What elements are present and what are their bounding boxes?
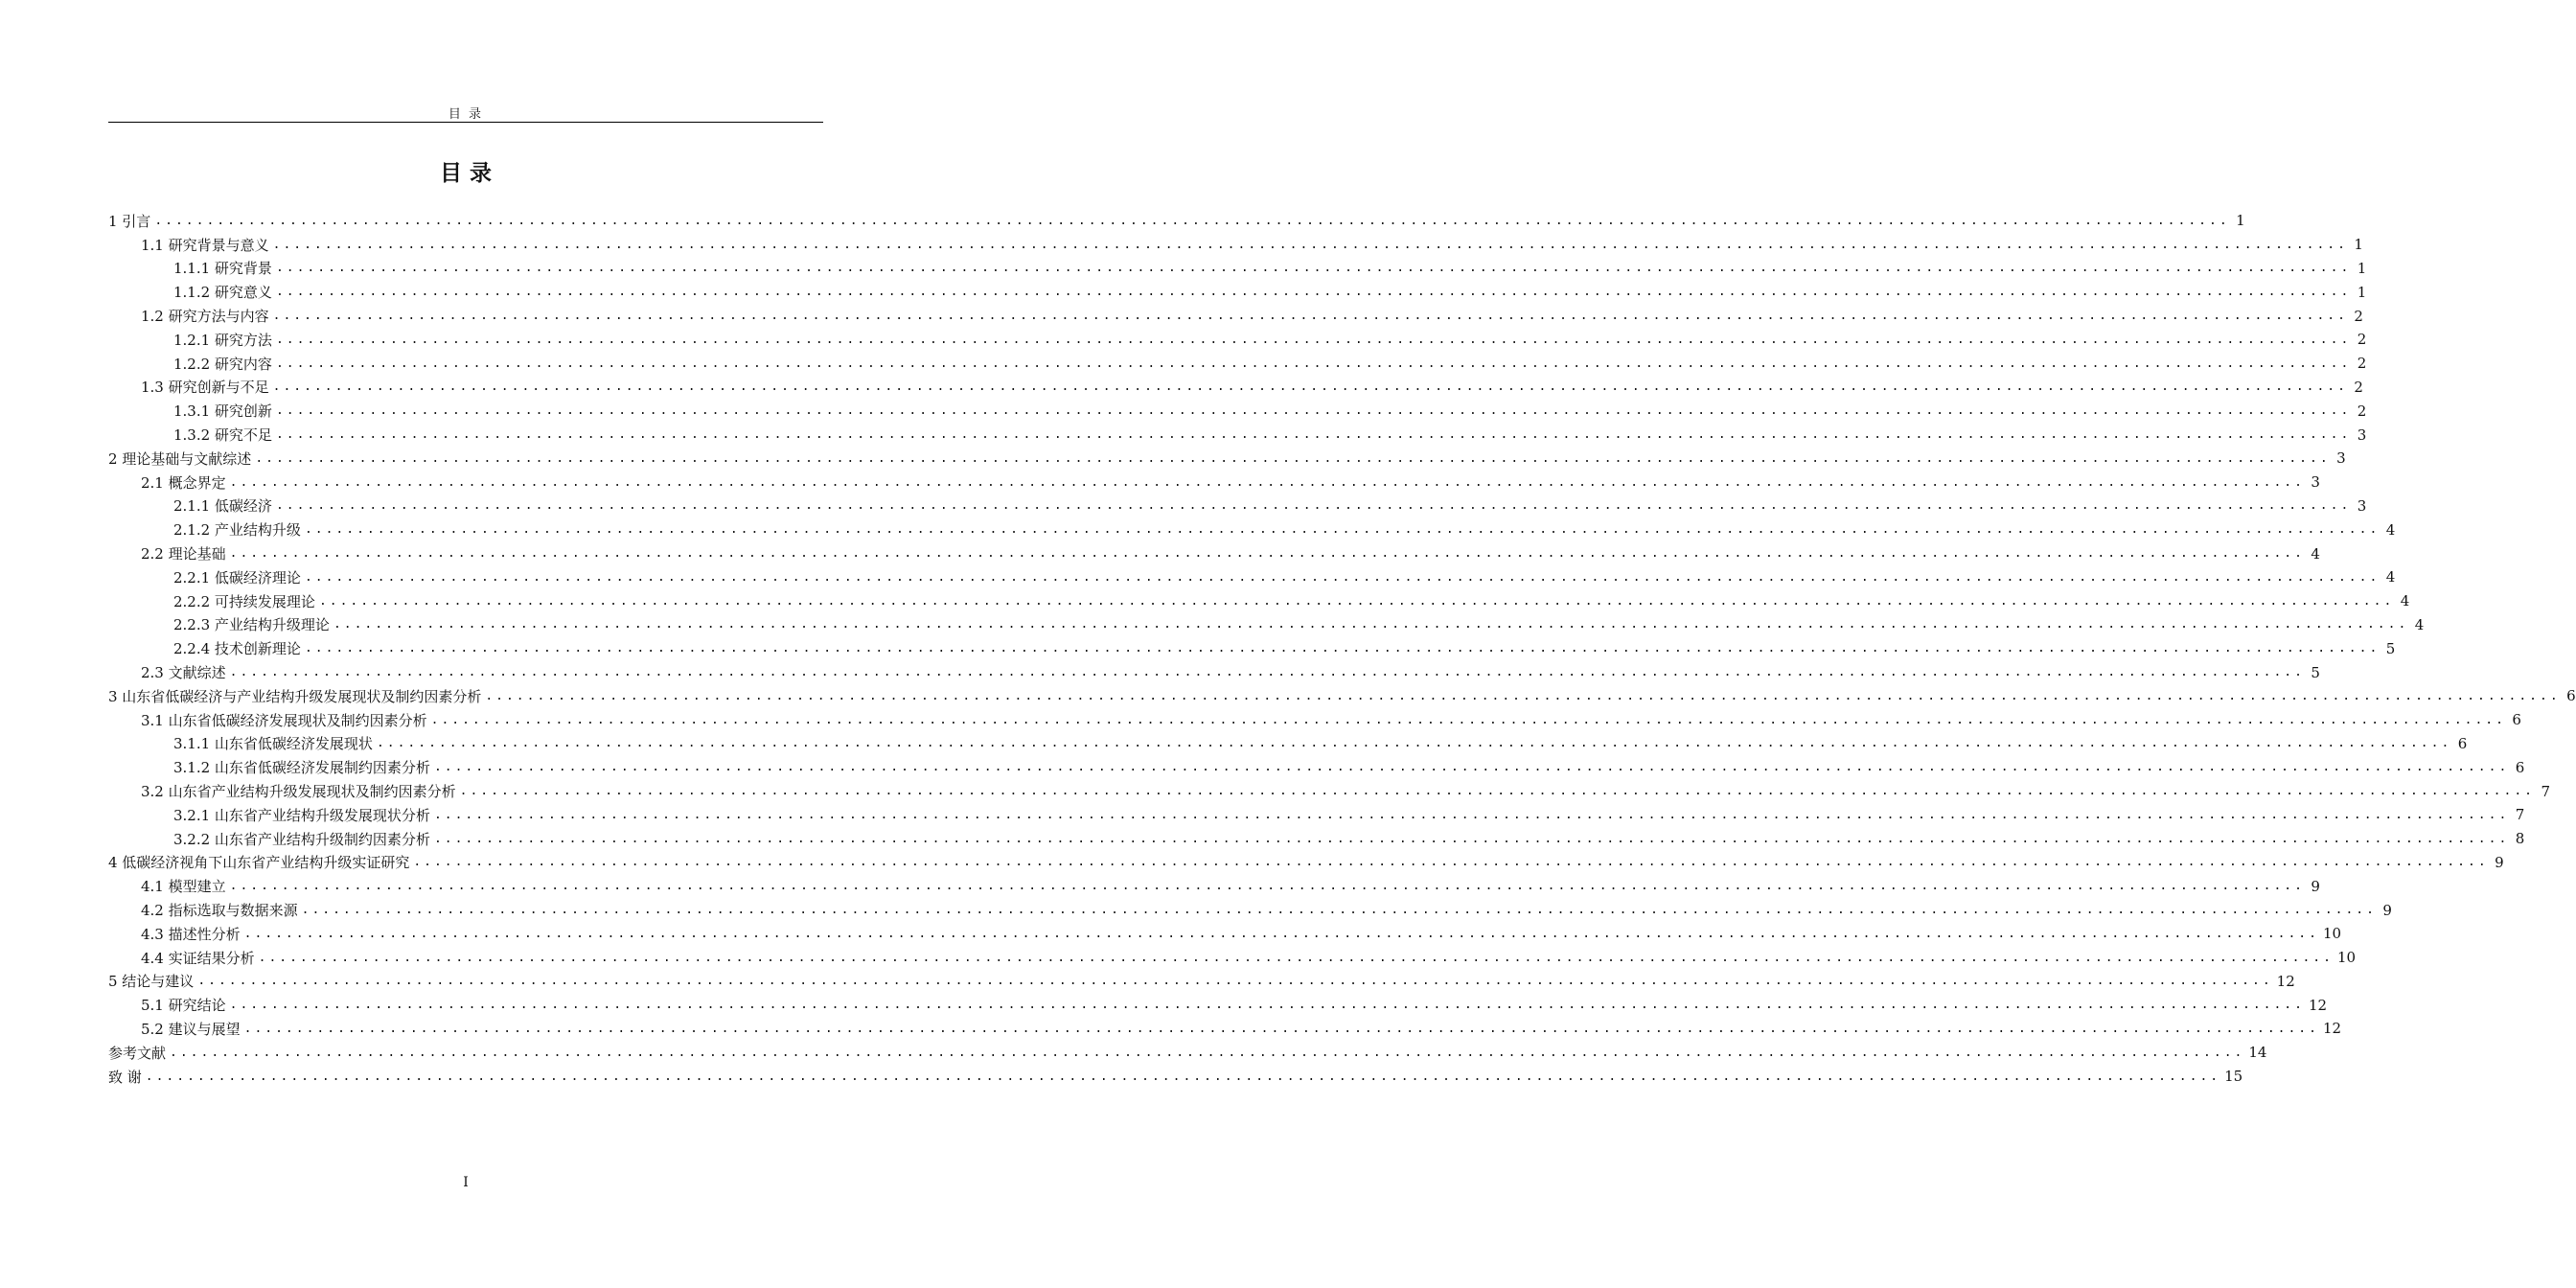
toc-dot-leader: ........................................................................................................................................................................................................: [304, 522, 2380, 538]
toc-dot-leader: ........................................................................................................................................................................................................: [154, 213, 2230, 228]
toc-entry-label: 5.1 研究结论: [141, 997, 226, 1015]
toc-dot-leader: ........................................................................................................................................................................................................: [229, 474, 2305, 490]
toc-dot-leader: ........................................................................................................................................................................................................: [275, 427, 2352, 443]
toc-entry-label: 1.3 研究创新与不足: [141, 379, 269, 397]
toc-entry-page: 6: [2566, 687, 2576, 705]
toc-entry-page: 12: [2276, 972, 2295, 990]
toc-dot-leader: ........................................................................................................................................................................................................: [433, 831, 2510, 846]
toc-entry-page: 1: [2354, 236, 2363, 254]
toc-entry-label: 4.4 实证结果分析: [141, 949, 255, 967]
toc-entry-page: 2: [2357, 402, 2367, 420]
toc-dot-leader: ........................................................................................................................................................................................................: [229, 879, 2305, 894]
toc-entry[interactable]: [108, 851, 2504, 875]
toc-entry[interactable]: [108, 423, 2367, 447]
toc-entry-page: 2: [2357, 331, 2367, 349]
toc-entry-page: 7: [2515, 806, 2525, 824]
toc-entry[interactable]: [108, 399, 2367, 423]
toc-dot-leader: ........................................................................................................................................................................................................: [258, 950, 2334, 965]
toc-dot-leader: ........................................................................................................................................................................................................: [272, 309, 2348, 324]
toc-entry-page: 7: [2541, 782, 2550, 800]
toc-dot-leader: ........................................................................................................................................................................................................: [275, 498, 2352, 514]
toc-entry-page: 3: [2357, 496, 2367, 515]
toc-entry-label: 2.1.1 低碳经济: [173, 497, 272, 516]
footer-page-number: I: [463, 1175, 469, 1190]
toc-entry[interactable]: [108, 1041, 2267, 1065]
toc-dot-leader: ........................................................................................................................................................................................................: [229, 546, 2305, 562]
toc-entry-label: 5.2 建议与展望: [141, 1020, 241, 1038]
toc-entry[interactable]: [108, 541, 2320, 565]
toc-entry-label: 2.2.3 产业结构升级理论: [173, 616, 330, 634]
toc-entry-label: 1.3.2 研究不足: [173, 426, 272, 445]
toc-dot-leader: ........................................................................................................................................................................................................: [229, 998, 2305, 1013]
toc-entry-page: 4: [2385, 520, 2396, 539]
toc-dot-leader: ........................................................................................................................................................................................................: [243, 1021, 2319, 1036]
toc-entry-page: 10: [2336, 949, 2357, 967]
toc-entry[interactable]: [108, 1065, 2243, 1089]
toc-dot-leader: ........................................................................................................................................................................................................: [301, 903, 2377, 917]
toc-entry-label: 2.2.4 技术创新理论: [173, 640, 301, 658]
toc-entry-page: 2: [2357, 355, 2367, 373]
toc-entry[interactable]: [108, 280, 2367, 304]
toc-entry-label: 1.3.1 研究创新: [173, 402, 272, 421]
toc-dot-leader: ........................................................................................................................................................................................................: [304, 641, 2380, 656]
toc-entry-page: 12: [2308, 996, 2328, 1014]
toc-entry-page: 4: [2311, 544, 2320, 563]
toc-dot-leader: ........................................................................................................................................................................................................: [275, 356, 2352, 371]
toc-entry[interactable]: [108, 328, 2367, 352]
toc-entry[interactable]: [108, 376, 2363, 400]
toc-dot-leader: ........................................................................................................................................................................................................: [229, 665, 2305, 680]
toc-entry[interactable]: [108, 565, 2396, 589]
toc-entry-page: 4: [2400, 592, 2410, 610]
toc-entry-label: 2.2.2 可持续发展理论: [173, 592, 315, 610]
toc-dot-leader: ........................................................................................................................................................................................................: [272, 380, 2348, 395]
toc-dot-leader: ........................................................................................................................................................................................................: [430, 712, 2506, 727]
toc-entry-page: 9: [2495, 853, 2504, 871]
toc-dot-leader: ........................................................................................................................................................................................................: [170, 1045, 2245, 1060]
toc-dot-leader: ........................................................................................................................................................................................................: [304, 569, 2380, 585]
toc-entry-label: 参考文献: [108, 1044, 167, 1062]
toc-entry[interactable]: [108, 946, 2357, 970]
toc-entry[interactable]: [108, 447, 2346, 471]
toc-dot-leader: ........................................................................................................................................................................................................: [459, 784, 2535, 799]
toc-dot-leader: ........................................................................................................................................................................................................: [376, 736, 2452, 751]
toc-entry-label: 3 山东省低碳经济与产业结构升级发展现状及制约因素分析: [108, 687, 482, 705]
toc-entry-label: 3.2.1 山东省产业结构升级发展现状分析: [173, 806, 430, 824]
toc-entry[interactable]: [108, 660, 2320, 684]
toc-entry-page: 2: [2354, 307, 2363, 325]
toc-entry-page: 6: [2512, 711, 2521, 729]
toc-entry-page: 6: [2515, 758, 2525, 776]
toc-entry-page: 8: [2515, 830, 2525, 848]
toc-dot-leader: ........................................................................................................................................................................................................: [275, 403, 2352, 419]
toc-entry[interactable]: [108, 755, 2525, 779]
toc-entry-label: 1.2 研究方法与内容: [141, 308, 269, 326]
running-header: 目 录: [448, 107, 484, 122]
toc-entry-label: 2.2 理论基础: [141, 545, 226, 564]
toc-entry[interactable]: [108, 518, 2396, 541]
toc-entry[interactable]: [108, 993, 2328, 1017]
toc-entry-page: 1: [2357, 259, 2367, 277]
toc-dot-leader: ........................................................................................................................................................................................................: [485, 688, 2561, 703]
toc-entry-label: 4.2 指标选取与数据来源: [141, 902, 298, 919]
toc-entry[interactable]: [108, 874, 2320, 898]
toc-entry-page: 10: [2322, 925, 2342, 943]
toc-entry[interactable]: [108, 209, 2245, 233]
toc-entry-label: 4 低碳经济视角下山东省产业结构升级实证研究: [108, 854, 410, 872]
toc-entry-label: 4.3 描述性分析: [141, 925, 241, 943]
toc-entry[interactable]: [108, 898, 2392, 922]
toc-entry-page: 9: [2382, 901, 2392, 919]
toc-entry-label: 1.1 研究背景与意义: [141, 236, 269, 254]
toc-entry-page: 15: [2224, 1068, 2243, 1086]
toc-entry[interactable]: [108, 352, 2367, 376]
toc-dot-leader: ........................................................................................................................................................................................................: [433, 807, 2510, 822]
toc-entry-label: 2 理论基础与文献综述: [108, 449, 252, 468]
toc-entry-page: 9: [2311, 877, 2320, 895]
toc-entry[interactable]: [108, 779, 2550, 803]
toc-dot-leader: ........................................................................................................................................................................................................: [272, 237, 2348, 252]
toc-entry-label: 1 引言: [108, 212, 151, 230]
toc-entry-page: 3: [2336, 449, 2346, 468]
toc-entry[interactable]: [108, 1017, 2342, 1041]
toc-entry-page: 2: [2354, 378, 2363, 396]
toc-entry[interactable]: [108, 684, 2576, 708]
toc-entry-label: 3.2.2 山东省产业结构升级制约因素分析: [173, 830, 430, 848]
toc-entry[interactable]: [108, 257, 2367, 281]
toc-entry-label: 2.1.2 产业结构升级: [173, 521, 301, 540]
toc-entry-page: 4: [2385, 568, 2396, 586]
toc-entry-label: 2.3 文献综述: [141, 664, 226, 682]
toc-entry[interactable]: [108, 708, 2521, 732]
toc-dot-leader: ........................................................................................................................................................................................................: [255, 450, 2331, 466]
toc-dot-leader: ........................................................................................................................................................................................................: [197, 974, 2273, 989]
toc-dot-leader: ........................................................................................................................................................................................................: [433, 760, 2510, 775]
toc-dot-leader: ........................................................................................................................................................................................................: [333, 617, 2409, 632]
toc-entry-page: 5: [2385, 639, 2396, 657]
toc-entry-label: 2.2.1 低碳经济理论: [173, 568, 301, 586]
toc-entry[interactable]: [108, 636, 2396, 660]
toc-entry-label: 3.2 山东省产业结构升级发展现状及制约因素分析: [141, 783, 456, 801]
toc-entry-page: 14: [2248, 1044, 2267, 1062]
toc-entry-label: 致 谢: [108, 1068, 142, 1086]
toc-entry-page: 12: [2322, 1020, 2342, 1038]
toc-entry[interactable]: [108, 304, 2363, 328]
toc-entry[interactable]: [108, 589, 2410, 613]
toc-entry-label: 3.1.1 山东省低碳经济发展现状: [173, 735, 373, 753]
toc-entry-page: 6: [2457, 734, 2468, 752]
toc-entry-page: 3: [2357, 426, 2367, 444]
toc-entry-label: 3.1.2 山东省低碳经济发展制约因素分析: [173, 759, 430, 777]
toc-entry-page: 1: [2357, 283, 2367, 301]
toc-entry-label: 2.1 概念界定: [141, 473, 226, 492]
toc-entry-label: 3.1 山东省低碳经济发展现状及制约因素分析: [141, 711, 427, 729]
toc-entry-page: 4: [2414, 615, 2425, 633]
toc-dot-leader: ........................................................................................................................................................................................................: [318, 593, 2395, 609]
toc-entry[interactable]: [108, 494, 2367, 518]
toc-entry-page: 3: [2311, 473, 2320, 492]
toc-entry-label: 5 结论与建议: [108, 973, 195, 991]
table-of-contents: [108, 209, 2576, 1088]
toc-entry-page: 5: [2311, 663, 2320, 681]
toc-entry-label: 1.2.1 研究方法: [173, 331, 272, 349]
toc-entry-label: 1.1.2 研究意义: [173, 284, 272, 302]
toc-entry[interactable]: [108, 233, 2363, 257]
toc-entry[interactable]: [108, 827, 2525, 851]
toc-dot-leader: ........................................................................................................................................................................................................: [413, 855, 2489, 870]
toc-dot-leader: ........................................................................................................................................................................................................: [275, 332, 2352, 347]
toc-entry[interactable]: [108, 732, 2468, 756]
toc-entry-page: 1: [2236, 212, 2245, 230]
toc-entry-label: 1.1.1 研究背景: [173, 260, 272, 278]
toc-entry-label: 1.2.2 研究内容: [173, 355, 272, 373]
toc-entry[interactable]: [108, 922, 2342, 946]
toc-dot-leader: ........................................................................................................................................................................................................: [275, 261, 2352, 276]
toc-entry-label: 4.1 模型建立: [141, 878, 226, 896]
toc-dot-leader: ........................................................................................................................................................................................................: [275, 285, 2352, 300]
header-rule: [108, 122, 823, 123]
page-title: 目 录: [439, 161, 492, 186]
toc-entry[interactable]: [108, 970, 2295, 994]
toc-entry[interactable]: [108, 613, 2425, 637]
toc-entry[interactable]: [108, 803, 2525, 827]
toc-entry[interactable]: [108, 471, 2320, 494]
toc-dot-leader: ........................................................................................................................................................................................................: [243, 926, 2319, 941]
toc-dot-leader: ........................................................................................................................................................................................................: [145, 1069, 2221, 1084]
